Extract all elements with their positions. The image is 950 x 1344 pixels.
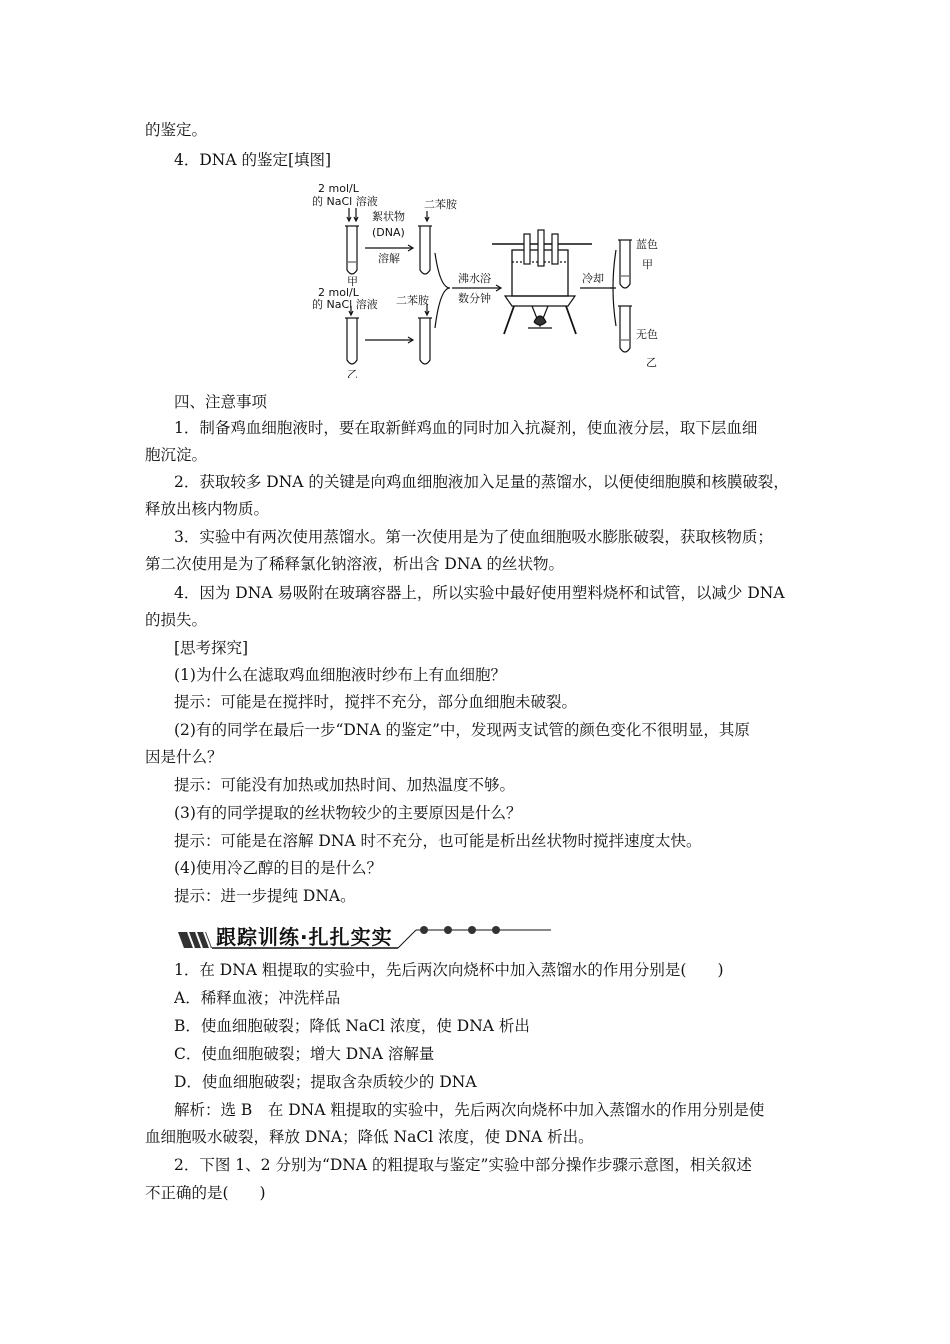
- section-banner: [176, 918, 556, 952]
- text-line: 的鉴定。: [145, 121, 208, 139]
- solution: 血细胞吸水破裂，释放 DNA；降低 NaCl 浓度，使 DNA 析出。: [145, 1128, 594, 1146]
- diagram-label: 蓝色: [636, 238, 658, 251]
- water-bath-icon: [492, 230, 592, 334]
- brace-icon: [435, 253, 450, 328]
- test-tube-icon: [347, 226, 357, 274]
- diagram-label: 的 NaCl 溶液: [312, 298, 378, 311]
- test-tube-icon: [620, 240, 630, 288]
- diagram-label: 2 mol/L: [318, 286, 359, 299]
- diagram-label: 絮状物: [372, 210, 405, 223]
- diagram-label: 沸水浴: [458, 272, 491, 285]
- option-a: A．稀释血液；冲洗样品: [174, 989, 341, 1007]
- hint: 提示：可能是在搅拌时，搅拌不充分，部分血细胞未破裂。: [174, 693, 578, 711]
- text-line: 2．获取较多 DNA 的关键是向鸡血细胞液加入足量的蒸馏水，以便使细胞膜和核膜破裂，: [174, 473, 789, 491]
- diagram-label: 二苯胺: [396, 294, 429, 307]
- diagram-label: 甲: [347, 275, 358, 288]
- text-line: 的损失。: [145, 611, 208, 629]
- diagram-label: 乙: [347, 368, 358, 378]
- question: (3)有的同学提取的丝状物较少的主要原因是什么？: [174, 804, 522, 822]
- hint: 提示：可能是在溶解 DNA 时不充分，也可能是析出丝状物时搅拌速度太快。: [174, 832, 702, 850]
- option-b: B．使血细胞破裂；降低 NaCl 浓度，使 DNA 析出: [174, 1017, 530, 1035]
- diagram-label: 无色: [636, 328, 658, 341]
- text-line: 1．制备鸡血细胞液时，要在取新鲜鸡血的同时加入抗凝剂，使血液分层，取下层血细: [174, 419, 758, 437]
- diagram-label: 溶解: [378, 252, 400, 265]
- brace-icon: [610, 250, 616, 326]
- section-heading: [思考探究]: [174, 639, 249, 657]
- diagram-label: 二苯胺: [424, 198, 457, 211]
- diagram-label: (DNA): [372, 226, 405, 239]
- section-heading: 4．DNA 的鉴定[填图]: [174, 151, 332, 169]
- banner-title: 跟踪训练·扎扎实实: [216, 925, 393, 949]
- test-tube-icon: [347, 318, 357, 364]
- diagram-label: 甲: [642, 258, 653, 271]
- text-line: 释放出核内物质。: [145, 500, 270, 518]
- exercise-question: 2．下图 1、2 分别为“DNA 的粗提取与鉴定”实验中部分操作步骤示意图，相关叙述: [174, 1156, 752, 1174]
- text-line: 胞沉淀。: [145, 446, 208, 464]
- diagram-label: 2 mol/L: [318, 182, 359, 195]
- text-line: 第二次使用是为了稀释氯化钠溶液，析出含 DNA 的丝状物。: [145, 555, 565, 573]
- diagram-label: 数分钟: [458, 292, 491, 305]
- hint: 提示：可能没有加热或加热时间、加热温度不够。: [174, 776, 516, 794]
- question: (2)有的同学在最后一步“DNA 的鉴定”中，发现两支试管的颜色变化不很明显，其原: [174, 721, 750, 739]
- diagram-label: 冷却: [582, 272, 604, 285]
- section-heading: 四、注意事项: [174, 393, 268, 411]
- question: (1)为什么在滤取鸡血细胞液时纱布上有血细胞？: [174, 666, 506, 684]
- question: (4)使用冷乙醇的目的是什么？: [174, 859, 382, 877]
- exercise-question: 不正确的是( ): [145, 1184, 266, 1202]
- option-d: D．使血细胞破裂；提取含杂质较少的 DNA: [174, 1073, 477, 1091]
- option-c: C．使血细胞破裂；增大 DNA 溶解量: [174, 1045, 435, 1063]
- test-tube-icon: [420, 318, 430, 364]
- dna-identification-diagram: [300, 178, 700, 378]
- question: 因是什么？: [145, 748, 223, 766]
- hint: 提示：进一步提纯 DNA。: [174, 887, 356, 905]
- text-line: 3．实验中有两次使用蒸馏水。第一次使用是为了使血细胞吸水膨胀破裂，获取核物质；: [174, 528, 773, 546]
- test-tube-icon: [620, 306, 630, 352]
- test-tube-icon: [420, 226, 430, 274]
- solution: 解析：选 B 在 DNA 粗提取的实验中，先后两次向烧杯中加入蒸馏水的作用分别是使: [174, 1101, 765, 1119]
- diagram-label: 的 NaCl 溶液: [312, 195, 378, 208]
- exercise-question: 1．在 DNA 粗提取的实验中，先后两次向烧杯中加入蒸馏水的作用分别是( ): [174, 961, 724, 979]
- text-line: 4．因为 DNA 易吸附在玻璃容器上，所以实验中最好使用塑料烧杯和试管，以减少 DNA: [174, 584, 785, 602]
- diagram-label: 乙: [646, 356, 657, 369]
